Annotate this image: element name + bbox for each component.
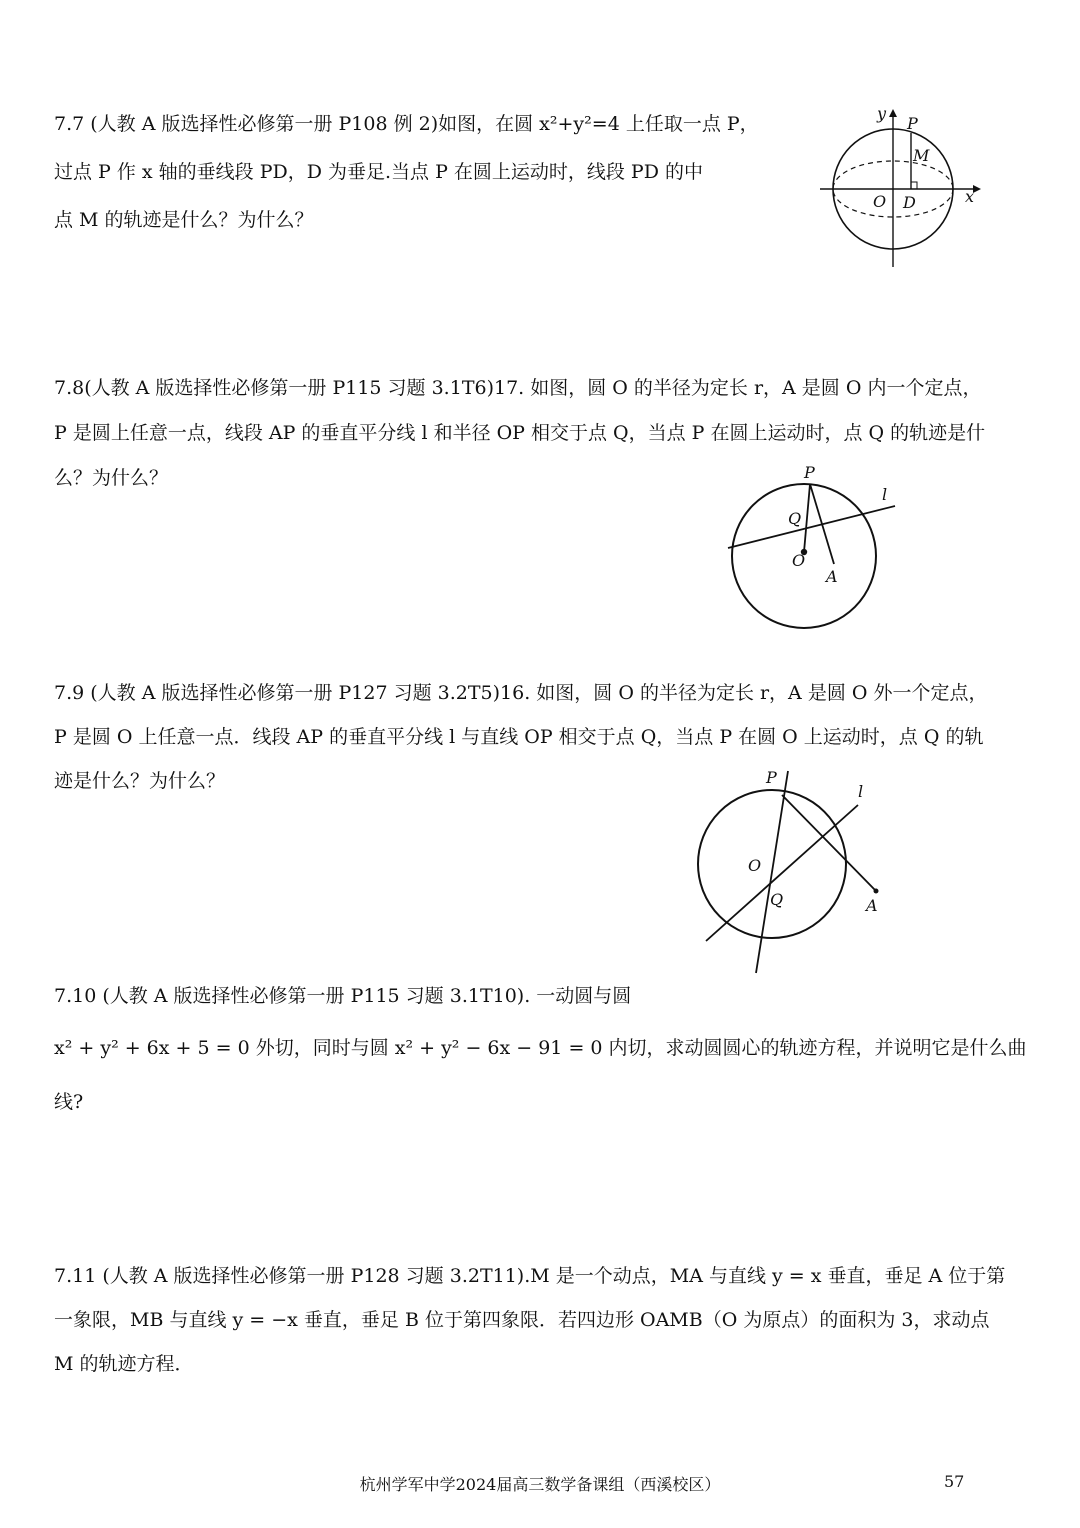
problem-7-7 [54, 104, 759, 240]
figure-7-8-label-A: A [826, 567, 838, 586]
figure-7-7-label-O: O [873, 192, 887, 211]
figure-7-9-label-O: O [748, 856, 762, 875]
problem-7-10-line-3: 线? [54, 1091, 84, 1113]
figure-7-7-label-M: M [913, 146, 930, 165]
problem-7-8-line-3: 么？为什么？ [54, 467, 169, 489]
figure-7-7-label-P: P [907, 114, 918, 133]
problem-7-8-line-1: 7.8(人教 A 版选择性必修第一册 P115 习题 3.1T6)17. 如图，圆 O 的半径为定长 r，A 是圆 O 内一个定点， [54, 377, 982, 399]
figure-7-7-label-y: y [877, 104, 887, 123]
figure-7-9 [690, 763, 900, 978]
figure-7-7-label-D: D [903, 193, 916, 212]
page-number: 57 [944, 1472, 965, 1491]
figure-7-8-label-l: l [882, 485, 888, 504]
figure-7-8-label-P: P [804, 463, 815, 482]
problem-7-7-line-2: 过点 P 作 x 轴的垂线段 PD，D 为垂足.当点 P 在圆上运动时，线段 PD 的中 [54, 161, 703, 183]
figure-7-9-label-P: P [766, 768, 777, 787]
problem-7-11-line-2: 一象限，MB 与直线 y = −x 垂直，垂足 B 位于第四象限．若四边形 OAMB（O 为原点）的面积为 3，求动点 [54, 1309, 990, 1331]
problem-7-10 [54, 976, 1027, 1122]
figure-7-9-label-l: l [858, 782, 864, 801]
figure-7-9-label-Q: Q [770, 890, 784, 909]
problem-7-9-line-1: 7.9 (人教 A 版选择性必修第一册 P127 习题 3.2T5)16. 如图，圆 O 的半径为定长 r，A 是圆 O 外一个定点， [54, 682, 988, 704]
figure-7-8 [720, 460, 910, 630]
problem-7-11-line-1: 7.11 (人教 A 版选择性必修第一册 P128 习题 3.2T11).M 是一个动点，MA 与直线 y = x 垂直，垂足 A 位于第 [54, 1265, 1006, 1287]
problem-7-10-line-1: 7.10 (人教 A 版选择性必修第一册 P115 习题 3.1T10). 一动圆与圆 [54, 985, 632, 1007]
problem-7-10-line-2: x² + y² + 6x + 5 = 0 外切，同时与圆 x² + y² − 6x − 91 = 0 内切，求动圆圆心的轨迹方程，并说明它是什么曲 [54, 1037, 1027, 1059]
problem-7-7-line-3: 点 M 的轨迹是什么？为什么？ [54, 209, 314, 231]
problem-7-11-line-3: M 的轨迹方程． [54, 1353, 194, 1375]
figure-7-7 [815, 105, 985, 275]
problem-7-8-line-2: P 是圆上任意一点，线段 AP 的垂直平分线 l 和半径 OP 相交于点 Q，当点 P 在圆上运动时，点 Q 的轨迹是什 [54, 422, 986, 444]
problem-7-11 [54, 1256, 1005, 1384]
problem-7-9-line-2: P 是圆 O 上任意一点．线段 AP 的垂直平分线 l 与直线 OP 相交于点 Q，当点 P 在圆 O 上运动时，点 Q 的轨 [54, 726, 984, 748]
footer-school: 杭州学军中学2024届高三数学备课组（西溪校区） [359, 1475, 721, 1494]
figure-7-7-label-x: x [965, 187, 975, 206]
problem-7-9-line-3: 迹是什么？为什么？ [54, 770, 226, 792]
figure-7-8-label-Q: Q [788, 509, 802, 528]
figure-7-9-label-A: A [866, 896, 878, 915]
problem-7-7-line-1: 7.7 (人教 A 版选择性必修第一册 P108 例 2)如图，在圆 x²+y²=4 上任取一点 P， [54, 113, 759, 135]
figure-7-8-label-O: O [792, 551, 806, 570]
